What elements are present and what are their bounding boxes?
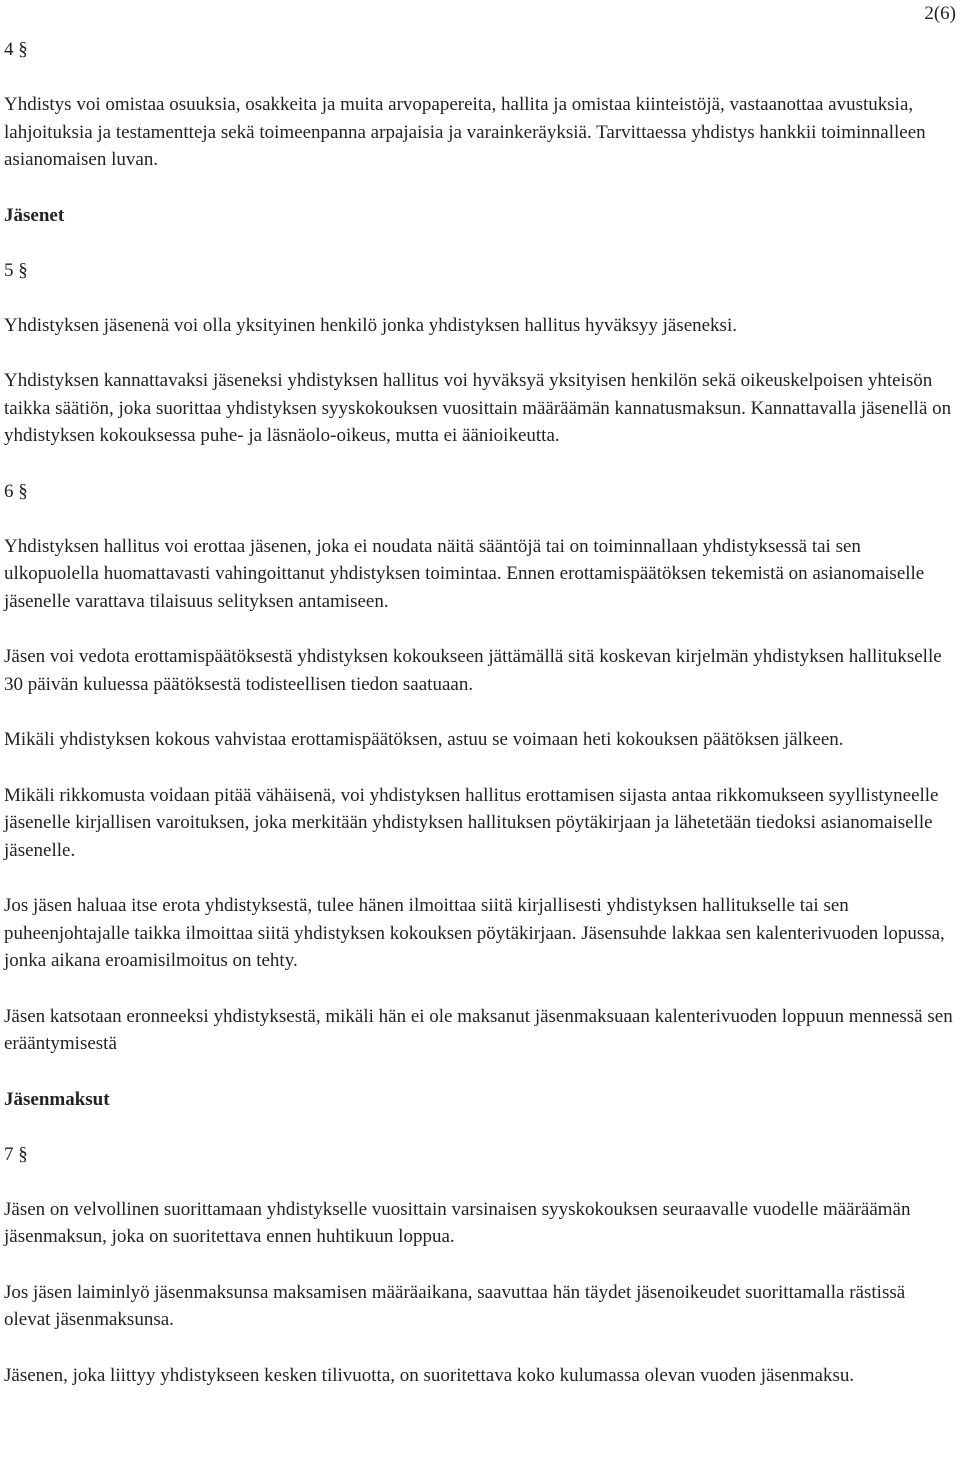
page-number: 2(6) <box>924 3 956 24</box>
section-number: 6 § <box>4 480 28 502</box>
section-heading: Jäsenmaksut <box>4 1088 110 1110</box>
section-number: 5 § <box>4 259 28 281</box>
paragraph: Mikäli yhdistyksen kokous vahvistaa erottamispäätöksen, astuu se voimaan heti kokouksen päätöksen jälkeen. <box>4 729 844 750</box>
paragraph: Jos jäsen laiminlyö jäsenmaksunsa maksamisen määräaikana, saavuttaa hän täydet jäsenoikeudet suorittamalla rästissä olevat jäsenmaksunsa. <box>4 1281 906 1330</box>
section-number: 4 § <box>4 39 28 60</box>
paragraph: Jäsen on velvollinen suorittamaan yhdistykselle vuosittain varsinaisen syyskokouksen seuraavalle vuodelle määräämän jäsenmaksun, joka on suoritettava ennen huhtikuun loppua. <box>4 1198 911 1247</box>
section-number: 7 § <box>4 1143 28 1165</box>
paragraph: Mikäli rikkomusta voidaan pitää vähäisenä, voi yhdistyksen hallitus erottamisen sijasta antaa rikkomukseen syyllistyneelle jäsenelle kirjallisen varoituksen, joka merkitään yhdistyksen hallituksen pöytäkirjaan ja lähetetään tiedoksi asianomaiselle jäsenelle. <box>4 784 939 861</box>
paragraph: Jäsen katsotaan eronneeksi yhdistyksestä, mikäli hän ei ole maksanut jäsenmaksuaan kalenterivuoden loppuun mennessä sen erääntymisestä <box>4 1005 953 1054</box>
paragraph: Jäsenen, joka liittyy yhdistykseen kesken tilivuotta, on suoritettava koko kulumassa olevan vuoden jäsenmaksu. <box>4 1364 855 1386</box>
paragraph: Yhdistyksen jäsenenä voi olla yksityinen henkilö jonka yhdistyksen hallitus hyväksyy jäseneksi. <box>4 314 737 336</box>
document-body <box>4 36 956 1417</box>
paragraph: Jos jäsen haluaa itse erota yhdistyksestä, tulee hänen ilmoittaa siitä kirjallisesti yhdistyksen hallitukselle tai sen puheenjohtajalle taikka ilmoittaa siitä yhdistyksen kokouksen pöytäkirjaan. Jäsensuhde lakkaa sen kalenterivuoden lopussa, jonka aikana eroamisilmoitus on tehty. <box>4 895 945 971</box>
section-heading: Jäsenet <box>4 204 65 226</box>
paragraph: Jäsen voi vedota erottamispäätöksestä yhdistyksen kokoukseen jättämällä sitä koskevan kirjelmän yhdistyksen hallitukselle 30 päivän kuluessa päätöksestä todisteellisen tiedon saatuaan. <box>4 646 942 695</box>
paragraph: Yhdistyksen hallitus voi erottaa jäsenen, joka ei noudata näitä sääntöjä tai on toiminnallaan yhdistyksessä tai sen ulkopuolella huomattavasti vahingoittanut yhdistyksen toimintaa. Ennen erottamispäätöksen tekemistä on asianomaiselle jäsenelle varattava tilaisuus selityksen antamiseen. <box>4 535 925 612</box>
paragraph: Yhdistyksen kannattavaksi jäseneksi yhdistyksen hallitus voi hyväksyä yksityisen henkilön sekä oikeuskelpoisen yhteisön taikka säätiön, joka suorittaa yhdistyksen syyskokouksen vuosittain määräämän kannatusmaksun. Kannattavalla jäsenellä on yhdistyksen kokouksessa puhe- ja läsnäolo-oikeus, mutta ei äänioikeutta. <box>4 370 952 446</box>
paragraph: Yhdistys voi omistaa osuuksia, osakkeita ja muita arvopapereita, hallita ja omistaa kiinteistöjä, vastaanottaa avustuksia, lahjoituksia ja testamentteja sekä toimeenpanna arpajaisia ja varainkeräyksiä. Tarvittaessa yhdistys hankkii toiminnalleen asianomaisen luvan. <box>4 94 926 170</box>
